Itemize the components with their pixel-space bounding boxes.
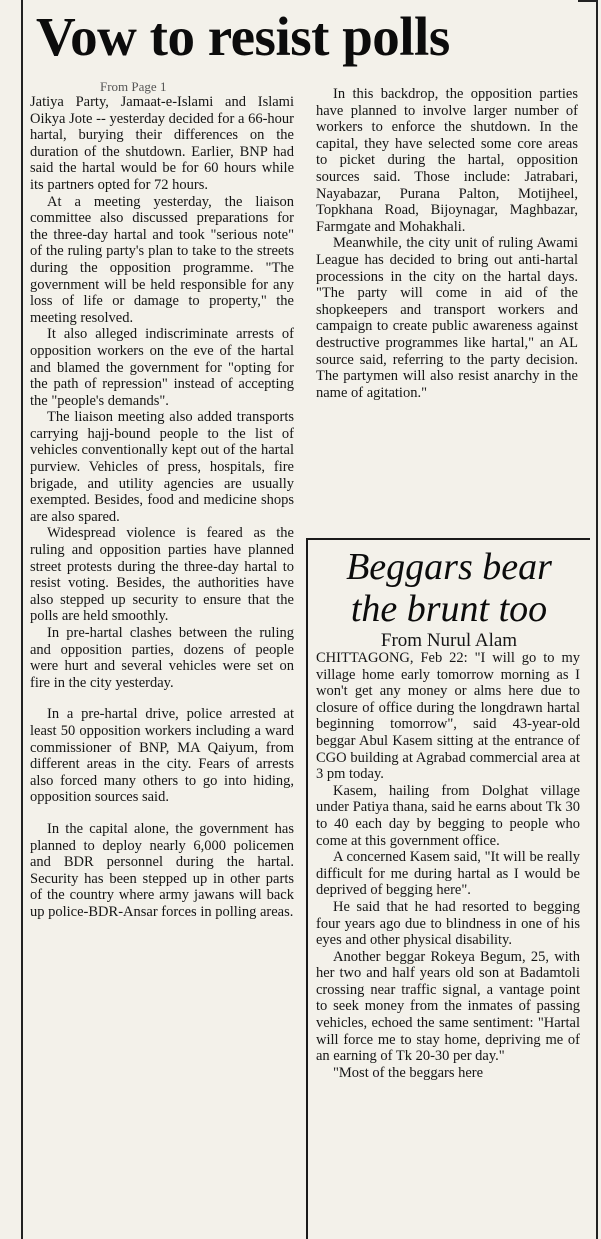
article-paragraph: It also alleged indiscriminate arrests of opposition workers on the eve of the hartal and blamed the government for "opting for the path of repression" instead of accepting the "people's demands". bbox=[30, 326, 294, 409]
article-paragraph: In this backdrop, the opposition parties have planned to involve larger number of workers to enforce the shutdown. In the capital, they have selected some core areas to picket during the hartal, opposition sources said. Those include: Jatrabari, Nayabazar, Purana Palton, Motijheel, Topkhana Road, Bijoynagar, Maghbazar, Farmgate and Mohakhali. bbox=[316, 86, 578, 235]
left-margin-rule bbox=[21, 0, 23, 1239]
sidebar-paragraph: He said that he had resorted to begging four years ago due to blindness in one of his eyes and other physical disability. bbox=[316, 898, 580, 949]
sidebar-story-byline: From Nurul Alam bbox=[380, 630, 518, 651]
article-left-column bbox=[30, 80, 294, 921]
sidebar-title-line: the brunt too bbox=[350, 588, 548, 630]
sidebar-title-line: Beggars bear bbox=[346, 546, 552, 588]
sidebar-story-title bbox=[308, 546, 590, 630]
article-paragraph: Widespread violence is feared as the ruling and opposition parties have planned street protests during the three-day hartal to resist voting. Besides, the authorities have also stepped up security to ensure that the polls are held smoothly. bbox=[30, 525, 294, 625]
right-margin-rule bbox=[596, 0, 598, 1239]
sidebar-story-body bbox=[316, 650, 580, 1081]
article-paragraph: Jatiya Party, Jamaat-e-Islami and Islami Oikya Jote -- yesterday decided for a 66-hour hartal, burying their differences on the duration of the shutdown. Earlier, BNP had said the hartal would be for 60 hours while its partners opted for 72 hours. bbox=[30, 94, 294, 193]
article-right-column bbox=[316, 86, 578, 401]
article-paragraph: The liaison meeting also added transports carrying hajj-bound people to the list of vehicles conventionally kept out of the hartal purview. Vehicles of press, hospitals, fire brigade, and utility agencies are usually exempted. Besides, food and medicine shops are also spared. bbox=[30, 409, 294, 525]
article-paragraph: In pre-hartal clashes between the ruling and opposition parties, dozens of people were hurt and several vehicles were set on fire in the city yesterday. bbox=[30, 625, 294, 691]
sidebar-paragraph: Another beggar Rokeya Begum, 25, with her two and half years old son at Badamtoli crossing near traffic signal, a vantage point to seek money from the inmates of passing vehicles, echoed the same sentiment: "Hartal will force me to stay home, depriving me of an earning of Tk 20-30 per day." bbox=[316, 948, 580, 1065]
jump-line: From Page 1 bbox=[100, 79, 167, 94]
sidebar-story-box bbox=[306, 538, 590, 1239]
sidebar-paragraph: "Most of the beggars here bbox=[333, 1064, 484, 1081]
top-rule-right bbox=[578, 0, 598, 2]
sidebar-paragraph: Kasem, hailing from Dolghat village under Patiya thana, said he earns about Tk 30 to 40 each day by begging to people who come at this government office. bbox=[316, 782, 580, 849]
article-paragraph: Meanwhile, the city unit of ruling Awami League has decided to bring out anti-hartal processions in the city on the hartal days. "The party will come in aid of the shopkeepers and transport workers and campaign to create public awareness against destructive programmes like hartal," an AL source said, referring to the party decision. The partymen will also resist anarchy in the name of agitation." bbox=[316, 235, 578, 401]
headline: Vow to resist polls bbox=[36, 6, 450, 67]
article-paragraph: In a pre-hartal drive, police arrested at least 50 opposition workers including a ward commissioner of BNP, MA Qaiyum, from different areas in the city. Fears of arrests also forced many others to go into hiding, opposition sources said. bbox=[30, 706, 294, 806]
sidebar-paragraph: A concerned Kasem said, "It will be really difficult for me during hartal as I would be deprived of begging here". bbox=[316, 849, 580, 899]
article-paragraph: At a meeting yesterday, the liaison committee also discussed preparations for the three-day hartal and took "serious note" of the ruling party's plan to take to the streets during the opposition programme. "The government will be held responsible for any loss of life or damage to property," the meeting resolved. bbox=[30, 193, 294, 326]
sidebar-paragraph: CHITTAGONG, Feb 22: "I will go to my village home early tomorrow morning as I won't get any money or alms here due to closure of office during the longdrawn hartal beginning tomorrow", said 43-year-old beggar Abul Kasem sitting at the entrance of CGO building at Agrabad commercial area at 3 pm today. bbox=[316, 650, 580, 783]
article-paragraph: In the capital alone, the government has planned to deploy nearly 6,000 policemen and BDR personnel during the hartal. Security has been stepped up in other parts of the country where army jawans will back up police-BDR-Ansar forces in polling areas. bbox=[30, 820, 294, 920]
